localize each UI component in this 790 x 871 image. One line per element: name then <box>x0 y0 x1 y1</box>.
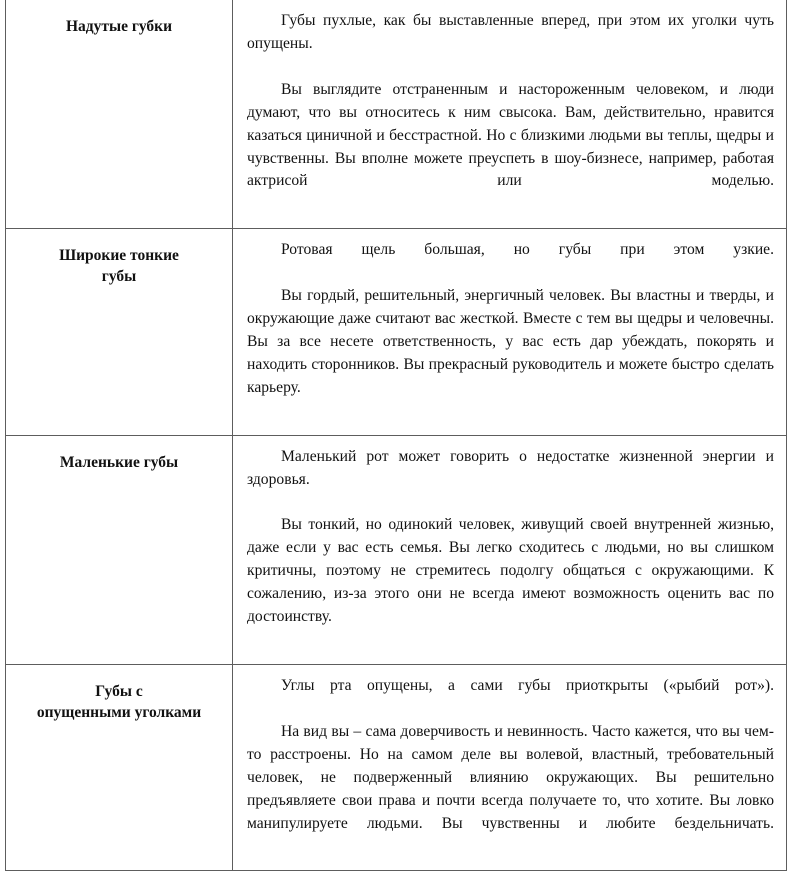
description-cell <box>233 229 787 435</box>
term-label-line: Надутые губки <box>65 18 173 35</box>
table-row <box>6 664 787 870</box>
term-label-line: губы <box>101 268 137 286</box>
description-paragraph: Вы гордый, решительный, энергичный человек. Вы властны и тверды, и окружающие даже считают вас жесткой. Вместе с тем вы щедры и человечны. Вы за все несете ответственность, у вас есть дар убеждать, покорять и находить сторонников. Вы прекрасный руководитель и можете быстро сделать карьеру. <box>247 287 774 396</box>
description-cell <box>233 435 787 664</box>
term-cell <box>6 664 233 870</box>
description-cell <box>233 664 787 870</box>
description-paragraph: Губы пухлые, как бы выставленные вперед, при этом их уголки чуть опущены. <box>247 12 774 52</box>
term-label-line: Маленькие губы <box>59 453 179 471</box>
term-cell <box>6 0 233 229</box>
description-cell <box>233 0 787 229</box>
term-label-line: Широкие тонкие <box>59 247 179 265</box>
description-paragraph: Маленький рот может говорить о недостатке жизненной энергии и здоровья. <box>247 447 774 488</box>
description-paragraph: На вид вы – сама доверчивость и невинность. Часто кажется, что вы чем-то расстроены. Но на самом деле вы волевой, властный, требовательный человек, не подверженный влиянию окружающих. Вы решительно предъявляете свои права и почти всегда получаете то, что хотите. Вы ловко манипулируете людьми. Вы чувственны и любите бездельничать. <box>247 722 774 832</box>
table-row <box>6 435 787 664</box>
term-label-line: Губы с <box>95 682 143 700</box>
lip-types-traits-table <box>5 0 787 871</box>
table-row <box>6 229 787 435</box>
description-paragraph: Вы выглядите отстраненным и настороженным человеком, и люди думают, что вы относитесь к ним свысока. Вам, действительно, нравится казаться циничной и бесстрастной. Но с близкими людьми вы теплы, щедры и чувственны. Вы вполне можете преуспеть в шоу-бизнесе, например, работая актрисой или моделью. <box>247 80 774 190</box>
term-cell <box>6 229 233 435</box>
table-row <box>6 0 787 229</box>
table-body <box>6 0 787 871</box>
term-label-line: опущенными уголками <box>36 703 202 721</box>
description-paragraph: Ротовая щель большая, но губы при этом узкие. <box>281 241 774 259</box>
description-paragraph: Вы тонкий, но одинокий человек, живущий своей внутренней жизнью, даже если у вас есть семья. Вы легко сходитесь с людьми, но вы слишком критичны, поэтому не стремитесь подолгу общаться с окружающими. К сожалению, из-за этого они не всегда имеют возможность оценить вас по достоинству. <box>247 516 774 626</box>
description-paragraph: Углы рта опущены, а сами губы приоткрыты («рыбий рот»). <box>281 676 774 694</box>
term-cell <box>6 435 233 664</box>
